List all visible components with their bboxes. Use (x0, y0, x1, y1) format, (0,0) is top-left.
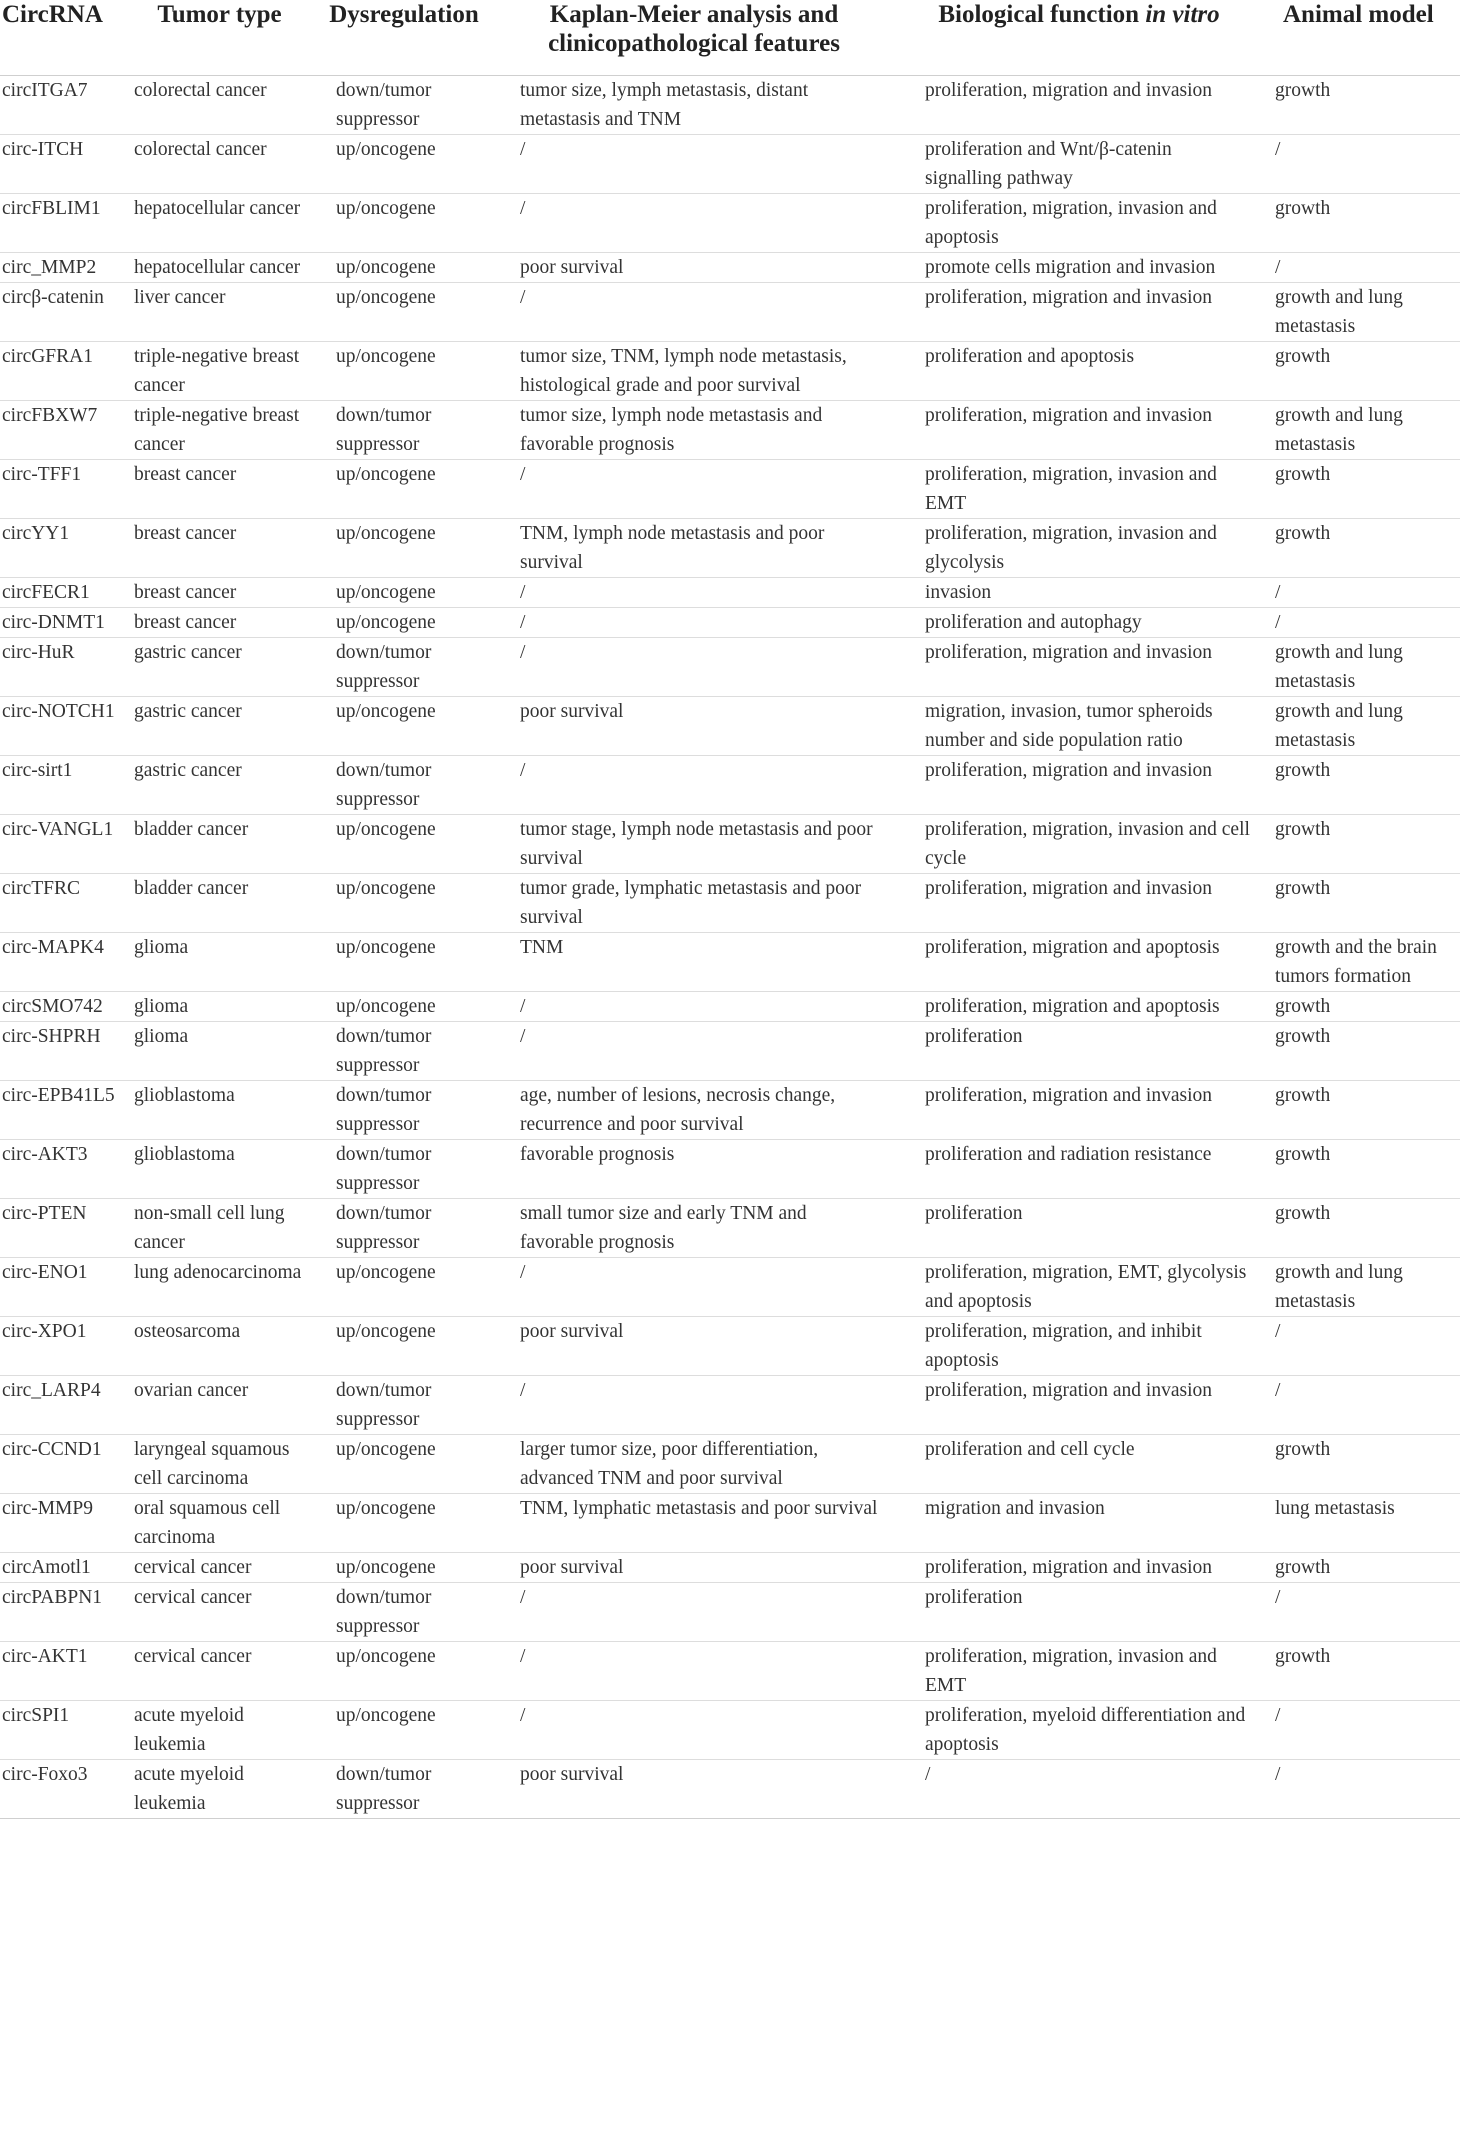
cell-dysregulation: up/oncogene (336, 878, 436, 899)
cell-dysregulation: up/oncogene (336, 257, 436, 278)
cell-animal-model: growth and the brain tumors formation (1275, 937, 1437, 987)
cell-dysregulation: down/tumor suppressor (336, 1144, 432, 1194)
cell-biological-function: proliferation, myeloid differentiation and apoptosis (925, 1705, 1246, 1755)
table-row (0, 1258, 1460, 1317)
cell-circrna: circFBXW7 (2, 405, 98, 426)
table-row (0, 519, 1460, 578)
cell-animal-model: growth (1275, 1026, 1331, 1047)
cell-animal-model: / (1275, 1705, 1281, 1726)
cell-animal-model: growth (1275, 1203, 1331, 1224)
cell-animal-model: growth (1275, 198, 1331, 219)
cell-kaplan-meier: poor survival (520, 1321, 624, 1342)
cell-animal-model: / (1275, 612, 1281, 633)
cell-kaplan-meier: TNM (520, 937, 564, 958)
cell-animal-model: / (1275, 1587, 1281, 1608)
table-row (0, 1081, 1460, 1140)
cell-tumor-type: breast cancer (134, 582, 237, 603)
cell-animal-model: growth (1275, 760, 1331, 781)
cell-circrna: circ-PTEN (2, 1203, 87, 1224)
cell-tumor-type: glioblastoma (134, 1085, 235, 1106)
cell-animal-model: growth (1275, 878, 1331, 899)
cell-circrna: circ-MAPK4 (2, 937, 104, 958)
cell-circrna: circSMO742 (2, 996, 103, 1017)
cell-kaplan-meier: / (520, 198, 526, 219)
cell-biological-function: migration and invasion (925, 1498, 1105, 1519)
cell-dysregulation: up/oncogene (336, 612, 436, 633)
table-row (0, 1199, 1460, 1258)
cell-biological-function: proliferation, migration and invasion (925, 80, 1213, 101)
cell-dysregulation: up/oncogene (336, 1557, 436, 1578)
cell-circrna: circ-HuR (2, 642, 75, 663)
cell-dysregulation: up/oncogene (336, 346, 436, 367)
cell-kaplan-meier: / (520, 1646, 526, 1667)
header-kaplan-meier: Kaplan-Meier analysis and clinicopathological features (493, 0, 895, 76)
cell-dysregulation: up/oncogene (336, 937, 436, 958)
cell-kaplan-meier: TNM, lymph node metastasis and poor survival (520, 523, 825, 573)
table-row (0, 253, 1460, 283)
cell-tumor-type: hepatocellular cancer (134, 257, 301, 278)
cell-animal-model: / (1275, 1380, 1281, 1401)
table-row (0, 992, 1460, 1022)
table-row (0, 815, 1460, 874)
cell-biological-function: proliferation and Wnt/β-catenin signalling pathway (925, 139, 1172, 189)
cell-biological-function: proliferation and radiation resistance (925, 1144, 1212, 1165)
cell-dysregulation: up/oncogene (336, 1262, 436, 1283)
cell-biological-function: proliferation (925, 1203, 1023, 1224)
cell-biological-function: proliferation, migration, invasion and EMT (925, 1646, 1217, 1696)
cell-circrna: circSPI1 (2, 1705, 70, 1726)
table-row (0, 1701, 1460, 1760)
cell-dysregulation: down/tumor suppressor (336, 1380, 432, 1430)
header-circrna: CircRNA (0, 0, 124, 76)
cell-biological-function: proliferation, migration and invasion (925, 760, 1213, 781)
cell-kaplan-meier: / (520, 1026, 526, 1047)
cell-circrna: circ-DNMT1 (2, 612, 105, 633)
cell-kaplan-meier: / (520, 1705, 526, 1726)
cell-circrna: circITGA7 (2, 80, 88, 101)
cell-tumor-type: gastric cancer (134, 760, 242, 781)
cell-kaplan-meier: favorable prognosis (520, 1144, 675, 1165)
cell-tumor-type: bladder cancer (134, 819, 249, 840)
table-row (0, 401, 1460, 460)
cell-animal-model: growth (1275, 819, 1331, 840)
cell-dysregulation: up/oncogene (336, 1439, 436, 1460)
cell-kaplan-meier: / (520, 287, 526, 308)
cell-kaplan-meier: poor survival (520, 257, 624, 278)
cell-kaplan-meier: poor survival (520, 1557, 624, 1578)
cell-tumor-type: triple-negative breast cancer (134, 405, 300, 455)
cell-animal-model: growth (1275, 346, 1331, 367)
cell-dysregulation: up/oncogene (336, 464, 436, 485)
cell-animal-model: growth and lung metastasis (1275, 287, 1403, 337)
cell-dysregulation: down/tumor suppressor (336, 405, 432, 455)
cell-circrna: circPABPN1 (2, 1587, 103, 1608)
cell-dysregulation: up/oncogene (336, 701, 436, 722)
cell-tumor-type: acute myeloid leukemia (134, 1705, 244, 1755)
cell-animal-model: growth (1275, 1439, 1331, 1460)
cell-kaplan-meier: poor survival (520, 701, 624, 722)
cell-biological-function: proliferation, migration, invasion and glycolysis (925, 523, 1217, 573)
cell-circrna: circ-ENO1 (2, 1262, 88, 1283)
table-row (0, 1494, 1460, 1553)
cell-animal-model: growth (1275, 1144, 1331, 1165)
cell-dysregulation: down/tumor suppressor (336, 1587, 432, 1637)
table-header (0, 0, 1460, 76)
header-bio-italic: in vitro (1145, 1, 1220, 28)
header-dysregulation: Dysregulation (315, 0, 493, 76)
cell-biological-function: proliferation, migration and invasion (925, 1380, 1213, 1401)
cell-kaplan-meier: tumor grade, lymphatic metastasis and poor survival (520, 878, 862, 928)
cell-biological-function: proliferation, migration and invasion (925, 1085, 1213, 1106)
cell-circrna: circAmotl1 (2, 1557, 91, 1578)
table-row (0, 1435, 1460, 1494)
table-row (0, 697, 1460, 756)
table-row (0, 756, 1460, 815)
cell-tumor-type: gastric cancer (134, 642, 242, 663)
table-row (0, 76, 1460, 135)
cell-circrna: circGFRA1 (2, 346, 93, 367)
cell-circrna: circ-MMP9 (2, 1498, 93, 1519)
cell-tumor-type: laryngeal squamous cell carcinoma (134, 1439, 290, 1489)
cell-tumor-type: lung adenocarcinoma (134, 1262, 302, 1283)
table-row (0, 342, 1460, 401)
cell-biological-function: invasion (925, 582, 992, 603)
cell-tumor-type: acute myeloid leukemia (134, 1764, 244, 1814)
cell-tumor-type: non-small cell lung cancer (134, 1203, 285, 1253)
cell-circrna: circ-AKT1 (2, 1646, 88, 1667)
cell-circrna: circ_LARP4 (2, 1380, 101, 1401)
cell-tumor-type: osteosarcoma (134, 1321, 241, 1342)
table-row (0, 578, 1460, 608)
table-row (0, 1317, 1460, 1376)
cell-kaplan-meier: / (520, 612, 526, 633)
cell-circrna: circFBLIM1 (2, 198, 101, 219)
cell-circrna: circ-TFF1 (2, 464, 82, 485)
cell-tumor-type: cervical cancer (134, 1557, 252, 1578)
cell-tumor-type: cervical cancer (134, 1587, 252, 1608)
table-row (0, 1642, 1460, 1701)
cell-dysregulation: down/tumor suppressor (336, 80, 432, 130)
cell-animal-model: growth (1275, 80, 1331, 101)
table-row (0, 638, 1460, 697)
cell-biological-function: proliferation and apoptosis (925, 346, 1135, 367)
cell-circrna: circYY1 (2, 523, 70, 544)
cell-dysregulation: up/oncogene (336, 582, 436, 603)
cell-animal-model: growth (1275, 1085, 1331, 1106)
cell-circrna: circ-sirt1 (2, 760, 73, 781)
cell-tumor-type: ovarian cancer (134, 1380, 249, 1401)
cell-biological-function: proliferation, migration, EMT, glycolysis and apoptosis (925, 1262, 1247, 1312)
cell-biological-function: proliferation, migration and invasion (925, 405, 1213, 426)
cell-biological-function: proliferation, migration, and inhibit apoptosis (925, 1321, 1202, 1371)
cell-biological-function: proliferation (925, 1587, 1023, 1608)
cell-biological-function: proliferation, migration and invasion (925, 642, 1213, 663)
cell-circrna: circ-Foxo3 (2, 1764, 88, 1785)
table-row (0, 194, 1460, 253)
cell-dysregulation: down/tumor suppressor (336, 1203, 432, 1253)
table-body (0, 76, 1460, 1819)
cell-dysregulation: up/oncogene (336, 1705, 436, 1726)
cell-animal-model: / (1275, 582, 1281, 603)
cell-dysregulation: up/oncogene (336, 1498, 436, 1519)
cell-dysregulation: down/tumor suppressor (336, 1764, 432, 1814)
cell-circrna: circ-ITCH (2, 139, 84, 160)
cell-biological-function: proliferation, migration, invasion and cell cycle (925, 819, 1250, 869)
cell-tumor-type: breast cancer (134, 464, 237, 485)
cell-kaplan-meier: / (520, 139, 526, 160)
cell-dysregulation: up/oncogene (336, 523, 436, 544)
cell-animal-model: growth and lung metastasis (1275, 1262, 1403, 1312)
cell-animal-model: growth and lung metastasis (1275, 642, 1403, 692)
cell-dysregulation: up/oncogene (336, 1646, 436, 1667)
cell-biological-function: proliferation, migration and invasion (925, 1557, 1213, 1578)
cell-animal-model: growth (1275, 996, 1331, 1017)
cell-animal-model: growth (1275, 523, 1331, 544)
cell-tumor-type: glioma (134, 937, 189, 958)
cell-circrna: circ-VANGL1 (2, 819, 114, 840)
cell-kaplan-meier: tumor stage, lymph node metastasis and poor survival (520, 819, 873, 869)
cell-tumor-type: hepatocellular cancer (134, 198, 301, 219)
cell-animal-model: growth and lung metastasis (1275, 405, 1403, 455)
cell-animal-model: / (1275, 139, 1281, 160)
cell-animal-model: / (1275, 1764, 1281, 1785)
cell-animal-model: / (1275, 1321, 1281, 1342)
cell-kaplan-meier: tumor size, TNM, lymph node metastasis, histological grade and poor survival (520, 346, 847, 396)
cell-kaplan-meier: / (520, 1380, 526, 1401)
cell-tumor-type: breast cancer (134, 612, 237, 633)
cell-circrna: circ-SHPRH (2, 1026, 101, 1047)
cell-tumor-type: colorectal cancer (134, 80, 267, 101)
cell-dysregulation: up/oncogene (336, 996, 436, 1017)
cell-tumor-type: liver cancer (134, 287, 226, 308)
cell-dysregulation: down/tumor suppressor (336, 760, 432, 810)
cell-tumor-type: colorectal cancer (134, 139, 267, 160)
table-row (0, 933, 1460, 992)
cell-dysregulation: up/oncogene (336, 287, 436, 308)
table-row (0, 135, 1460, 194)
cell-tumor-type: triple-negative breast cancer (134, 346, 300, 396)
cell-circrna: circ-EPB41L5 (2, 1085, 115, 1106)
cell-biological-function: proliferation, migration and invasion (925, 287, 1213, 308)
cell-kaplan-meier: / (520, 1587, 526, 1608)
cell-kaplan-meier: age, number of lesions, necrosis change, recurrence and poor survival (520, 1085, 836, 1135)
cell-biological-function: proliferation and autophagy (925, 612, 1142, 633)
cell-kaplan-meier: tumor size, lymph node metastasis and favorable prognosis (520, 405, 823, 455)
cell-biological-function: / (925, 1764, 931, 1785)
cell-kaplan-meier: / (520, 582, 526, 603)
table-row (0, 1376, 1460, 1435)
cell-circrna: circ_MMP2 (2, 257, 97, 278)
header-biological-function (895, 0, 1263, 76)
header-animal-model: Animal model (1263, 0, 1460, 76)
cell-tumor-type: cervical cancer (134, 1646, 252, 1667)
cell-kaplan-meier: larger tumor size, poor differentiation, advanced TNM and poor survival (520, 1439, 819, 1489)
table-row (0, 1553, 1460, 1583)
cell-biological-function: proliferation, migration and apoptosis (925, 937, 1220, 958)
cell-tumor-type: gastric cancer (134, 701, 242, 722)
cell-kaplan-meier: / (520, 996, 526, 1017)
header-row (0, 0, 1460, 76)
cell-circrna: circTFRC (2, 878, 80, 899)
cell-circrna: circ-CCND1 (2, 1439, 102, 1460)
cell-kaplan-meier: / (520, 1262, 526, 1283)
cell-animal-model: lung metastasis (1275, 1498, 1395, 1519)
cell-circrna: circFECR1 (2, 582, 90, 603)
cell-biological-function: migration, invasion, tumor spheroids number and side population ratio (925, 701, 1213, 751)
cell-kaplan-meier: poor survival (520, 1764, 624, 1785)
cell-tumor-type: bladder cancer (134, 878, 249, 899)
cell-dysregulation: up/oncogene (336, 819, 436, 840)
cell-circrna: circ-XPO1 (2, 1321, 87, 1342)
cell-kaplan-meier: / (520, 642, 526, 663)
cell-biological-function: proliferation, migration and invasion (925, 878, 1213, 899)
table-row (0, 874, 1460, 933)
cell-biological-function: promote cells migration and invasion (925, 257, 1216, 278)
cell-biological-function: proliferation and cell cycle (925, 1439, 1135, 1460)
cell-tumor-type: oral squamous cell carcinoma (134, 1498, 281, 1548)
cell-dysregulation: up/oncogene (336, 1321, 436, 1342)
cell-animal-model: growth and lung metastasis (1275, 701, 1403, 751)
cell-tumor-type: glioblastoma (134, 1144, 235, 1165)
header-bio-prefix: Biological function (938, 1, 1140, 28)
cell-kaplan-meier: / (520, 760, 526, 781)
cell-animal-model: growth (1275, 464, 1331, 485)
table-row (0, 1140, 1460, 1199)
cell-kaplan-meier: tumor size, lymph metastasis, distant metastasis and TNM (520, 80, 809, 130)
cell-animal-model: growth (1275, 1557, 1331, 1578)
table-row (0, 1022, 1460, 1081)
cell-kaplan-meier: TNM, lymphatic metastasis and poor survival (520, 1498, 878, 1519)
cell-biological-function: proliferation (925, 1026, 1023, 1047)
table-row (0, 1583, 1460, 1642)
cell-dysregulation: down/tumor suppressor (336, 1026, 432, 1076)
table-row (0, 608, 1460, 638)
cell-tumor-type: glioma (134, 996, 189, 1017)
cell-kaplan-meier: small tumor size and early TNM and favorable prognosis (520, 1203, 807, 1253)
cell-animal-model: / (1275, 257, 1281, 278)
table-row (0, 460, 1460, 519)
cell-dysregulation: down/tumor suppressor (336, 642, 432, 692)
cell-circrna: circ-AKT3 (2, 1144, 88, 1165)
cell-biological-function: proliferation, migration, invasion and EMT (925, 464, 1217, 514)
cell-circrna: circβ-catenin (2, 287, 104, 308)
cell-dysregulation: down/tumor suppressor (336, 1085, 432, 1135)
table-row (0, 1760, 1460, 1819)
table-row (0, 283, 1460, 342)
cell-dysregulation: up/oncogene (336, 139, 436, 160)
cell-biological-function: proliferation, migration, invasion and apoptosis (925, 198, 1217, 248)
cell-biological-function: proliferation, migration and apoptosis (925, 996, 1220, 1017)
cell-dysregulation: up/oncogene (336, 198, 436, 219)
cell-animal-model: growth (1275, 1646, 1331, 1667)
cell-tumor-type: breast cancer (134, 523, 237, 544)
cell-kaplan-meier: / (520, 464, 526, 485)
cell-circrna: circ-NOTCH1 (2, 701, 115, 722)
header-tumor-type: Tumor type (124, 0, 315, 76)
cell-tumor-type: glioma (134, 1026, 189, 1047)
